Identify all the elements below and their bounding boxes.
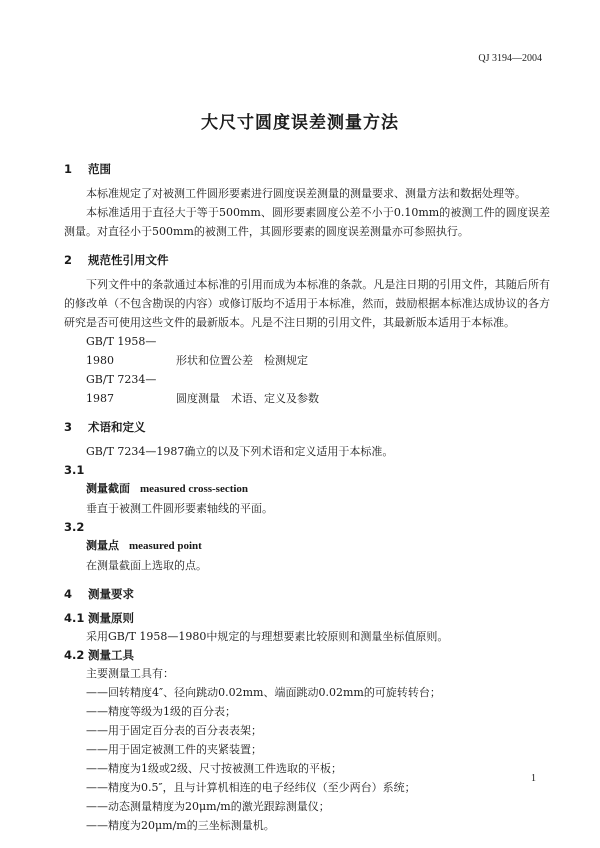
term-3-1-definition: 垂直于被测工件圆形要素轴线的平面。 [86,502,273,515]
term-3-2-number: 3.2 [64,520,85,534]
section-1-paragraph-1: 本标准规定了对被测工件圆形要素进行圆度误差测量的测量要求、测量方法和数据处理等。 [86,187,526,200]
list-item: ——精度为0.5″，且与计算机相连的电子经纬仪（至少两台）系统； [86,781,416,794]
document-body [64,160,550,835]
section-1-heading: 1 范围 [64,162,111,176]
term-3-2-definition: 在测量截面上选取的点。 [86,559,207,572]
list-item: ——回转精度4″、径向跳动0.02mm、端面跳动0.02mm的可旋转转台； [86,686,441,699]
reference-item: GB/T 1958—1980 形状和位置公差 检测规定 [86,335,308,367]
section-4-1-paragraph: 采用GB/T 1958—1980中规定的与理想要素比较原则和测量坐标值原则。 [86,630,449,643]
list-item: ——用于固定被测工件的夹紧装置； [86,743,262,756]
standard-code: QJ 3194—2004 [478,53,542,64]
term-3-1-name: 测量截面 measured cross-section [86,482,249,495]
section-3-heading: 3 术语和定义 [64,420,146,434]
list-item: ——精度为1级或2级、尺寸按被测工件选取的平板； [86,762,342,775]
reference-item: GB/T 7234—1987 圆度测量 术语、定义及参数 [86,373,319,405]
page-number: 1 [531,773,536,784]
section-4-1-heading: 4.1 测量原则 [64,611,134,625]
list-item: ——精度等级为1级的百分表； [86,705,236,718]
term-3-2-name: 测量点 measured point [86,539,202,552]
list-item: ——动态测量精度为20μm/m的激光跟踪测量仪； [86,800,330,813]
section-2-heading: 2 规范性引用文件 [64,253,169,267]
section-4-2-intro: 主要测量工具有： [86,667,174,680]
section-4-heading: 4 测量要求 [64,587,134,601]
document-title: 大尺寸圆度误差测量方法 [201,113,399,133]
section-2-paragraph-1: 下列文件中的条款通过本标准的引用而成为本标准的条款。凡是注日期的引用文件，其随后所有的修改单（不包含勘误的内容）或修订版均不适用于本标准，然而，鼓励根据本标准达成协议的各方研究是否可使用这些文件的最新版本。凡是不注日期的引用文件，其最新版本适用于本标准。 [64,278,550,329]
term-3-1-number: 3.1 [64,463,85,477]
section-4-2-heading: 4.2 测量工具 [64,648,134,662]
list-item: ——精度为20μm/m的三坐标测量机。 [86,819,275,832]
section-3-paragraph-1: GB/T 7234—1987确立的以及下列术语和定义适用于本标准。 [86,445,394,458]
section-1-paragraph-2: 本标准适用于直径大于等于500mm、圆形要素圆度公差不小于0.10mm的被测工件的圆度误差测量。对直径小于500mm的被测工件，其圆形要素的圆度误差测量亦可参照执行。 [64,206,550,238]
list-item: ——用于固定百分表的百分表表架； [86,724,262,737]
